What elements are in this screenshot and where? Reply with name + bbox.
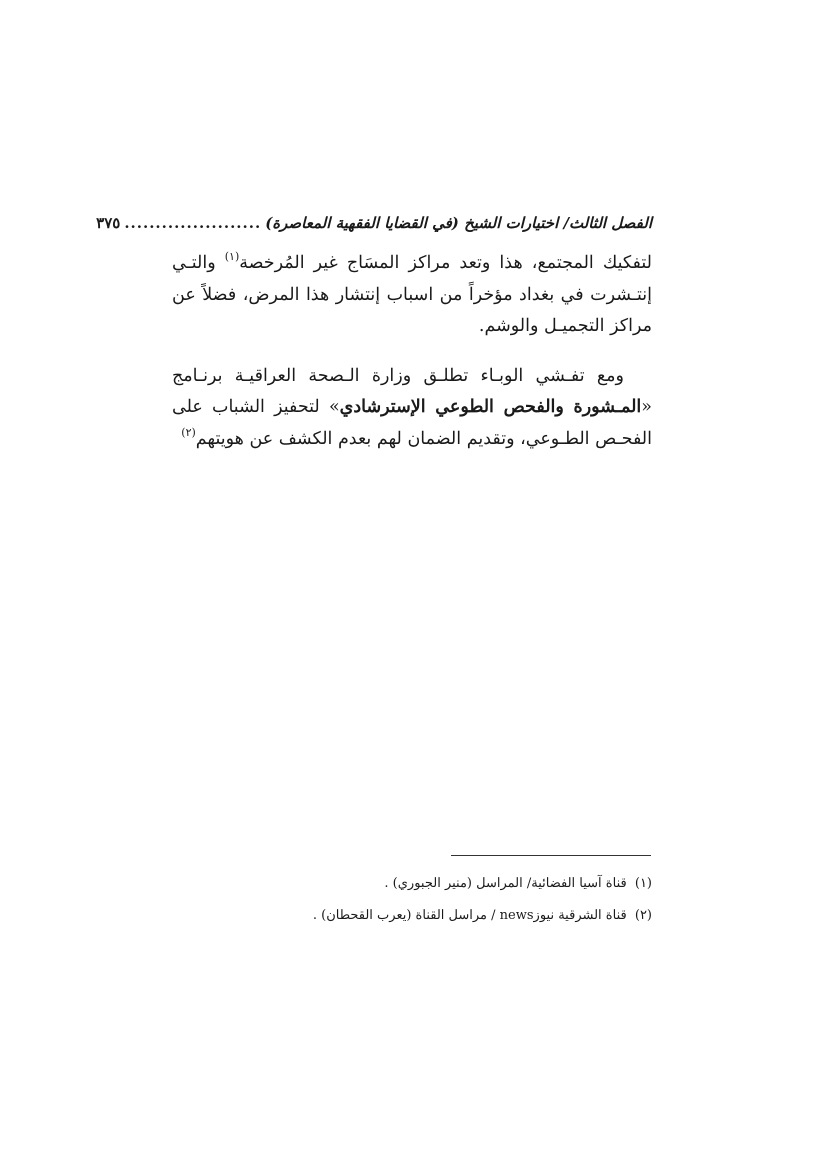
paragraph-text: » لتحفيز الشباب على الفحـص الطـوعي، وتقديم الضمان لهم بعدم الكشف عن هويتهم (172, 397, 652, 449)
paragraph (172, 361, 652, 456)
footnote (172, 904, 652, 928)
chapter-title: الفصل الثالث/ اختيارات الشيخ (في القضايا الفقهية المعاصرة) (265, 214, 652, 232)
footnote (172, 872, 652, 896)
paragraph-text: والتـي إنتـشرت في بغداد مؤخراً من اسباب إنتشار هذا المرض، فضلاً عن مراكز التجميـل والوشم. (172, 253, 652, 336)
footnote-mark: (٢) (634, 908, 652, 923)
footnote-reference[interactable]: (٢) (181, 425, 196, 439)
program-name: المـشورة والفحص الطوعي الإسترشادي (339, 397, 642, 417)
footnote-mark: (١) (634, 876, 652, 891)
footnote-text: قناة الشرقية نيوزnews / مراسل القناة (يعرب القحطان) . (312, 908, 627, 923)
body-text (172, 248, 652, 455)
footnote-reference[interactable]: (١) (224, 250, 240, 263)
footnotes (172, 872, 652, 936)
paragraph-text: لتفكيك المجتمع، هذا وتعد مراكز المسَاج غير المُرخصة (239, 253, 652, 273)
running-header (96, 214, 652, 240)
paragraph-text: ومع تفـشي الوبـاء تطلـق وزارة الـصحة العراقيـة برنـامج « (172, 365, 652, 417)
dot-leader: ...................... (124, 214, 262, 232)
paragraph (172, 248, 652, 343)
page-number: ٣٧٥ (96, 214, 121, 232)
footnote-separator (451, 855, 651, 856)
footnote-text: قناة آسيا الفضائية/ المراسل (منير الجبوري) . (384, 876, 627, 891)
